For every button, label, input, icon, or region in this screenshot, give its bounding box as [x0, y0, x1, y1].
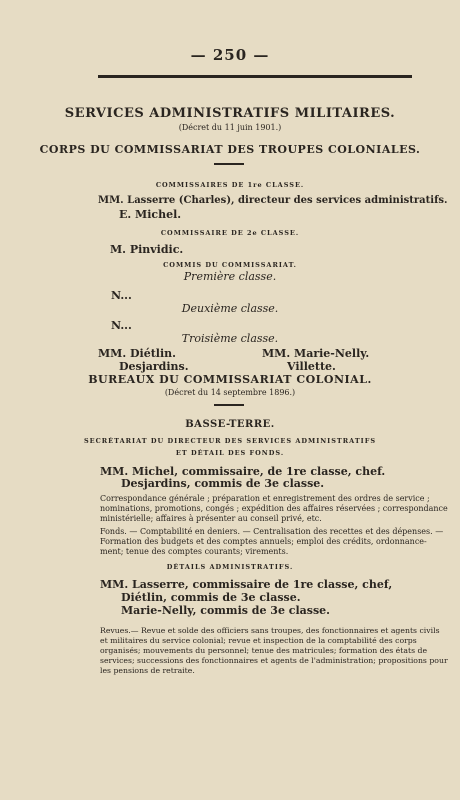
heading-commissaires-1: COMMISSAIRES DE 1re CLASSE.	[155, 181, 305, 189]
para3-line1: Revues.— Revue et solde des officiers sans troupes, des fonctionnaires et agents civils	[100, 626, 440, 635]
deuxieme-classe: Deuxième classe.	[181, 302, 279, 315]
divider-1	[214, 163, 244, 165]
para1-line1: Correspondance générale ; préparation et enregistrement des ordres de service ;	[100, 494, 430, 503]
para1-line2: nominations, promotions, congés ; expédition des affaires réservées ; correspondance	[100, 504, 448, 513]
divider-2	[214, 404, 244, 406]
para2-line2: Formation des budgets et des comptes annuels; emploi des crédits, ordonnance-	[100, 537, 427, 546]
secretariat-staff-1: MM. Michel, commissaire, de 1re classe, chef.	[100, 465, 386, 478]
commis-right-1: MM. Marie-Nelly.	[262, 347, 370, 360]
premiere-classe: Première classe.	[183, 270, 277, 283]
paragraph-correspondance	[100, 494, 448, 524]
para3-line3: organisés; mouvements du personnel; tenue des matricules; formation des états de	[100, 646, 428, 655]
para2-line3: ment; tenue des comptes courants; virements.	[100, 547, 289, 556]
para3-line4: services; successions des fonctionnaires et agents de l'administration; propositions pour	[100, 656, 448, 665]
commis-right-2: Villette.	[287, 360, 336, 373]
secretariat-staff-2: Desjardins, commis de 3e classe.	[121, 477, 325, 490]
troisieme-classe: Troisième classe.	[181, 332, 279, 345]
section-title: SERVICES ADMINISTRATIFS MILITAIRES.	[64, 106, 396, 121]
heading-commissaires-2: COMMISSAIRE DE 2e CLASSE.	[160, 229, 300, 237]
basse-terre-title: BASSE-TERRE.	[185, 419, 275, 430]
commis-left-1: MM. Diétlin.	[98, 347, 176, 360]
corps-title: CORPS DU COMMISSARIAT DES TROUPES COLONIALES.	[39, 143, 421, 156]
commis-left-2: Desjardins.	[119, 360, 189, 373]
para2-line1: Fonds. — Comptabilité en deniers. — Centralisation des recettes et des dépenses. —	[100, 527, 444, 536]
para1-line3: ministérielle; affaires à présenter au conseil privé, etc.	[100, 514, 322, 523]
commissaires-2-line1: M. Pinvidic.	[110, 243, 184, 256]
paragraph-fonds	[100, 527, 443, 557]
secretariat-heading-2: ET DÉTAIL DES FONDS.	[175, 449, 285, 457]
secretariat-heading-1: SECRÉTARIAT DU DIRECTEUR DES SERVICES ADMINISTRATIFS	[83, 437, 377, 445]
paragraph-revues	[100, 626, 448, 676]
decree-1896: (Décret du 14 septembre 1896.)	[164, 388, 296, 397]
details-heading: DÉTAILS ADMINISTRATIFS.	[166, 563, 294, 571]
details-staff-2: Diétlin, commis de 3e classe.	[121, 591, 301, 604]
deuxieme-n: N...	[111, 319, 132, 332]
details-staff-3: Marie-Nelly, commis de 3e classe.	[121, 604, 330, 617]
para3-line5: les pensions de retraite.	[100, 666, 195, 675]
bureaux-title: BUREAUX DU COMMISSARIAT COLONIAL.	[88, 373, 372, 386]
commissaires-1-line2: E. Michel.	[119, 208, 182, 221]
para3-line2: et militaires du service colonial; revue et inspection de la comptabilité des corps	[100, 636, 417, 645]
premiere-n: N...	[111, 289, 132, 302]
heading-commis: COMMIS DU COMMISSARIAT.	[163, 261, 297, 269]
header-rule	[98, 75, 412, 78]
commissaires-1-line1: MM. Lasserre (Charles), directeur des services administratifs.	[98, 195, 448, 206]
details-staff-1: MM. Lasserre, commissaire de 1re classe, chef,	[100, 578, 393, 591]
decree-1901: (Décret du 11 juin 1901.)	[178, 123, 282, 132]
page-number: — 250 —	[190, 46, 270, 64]
